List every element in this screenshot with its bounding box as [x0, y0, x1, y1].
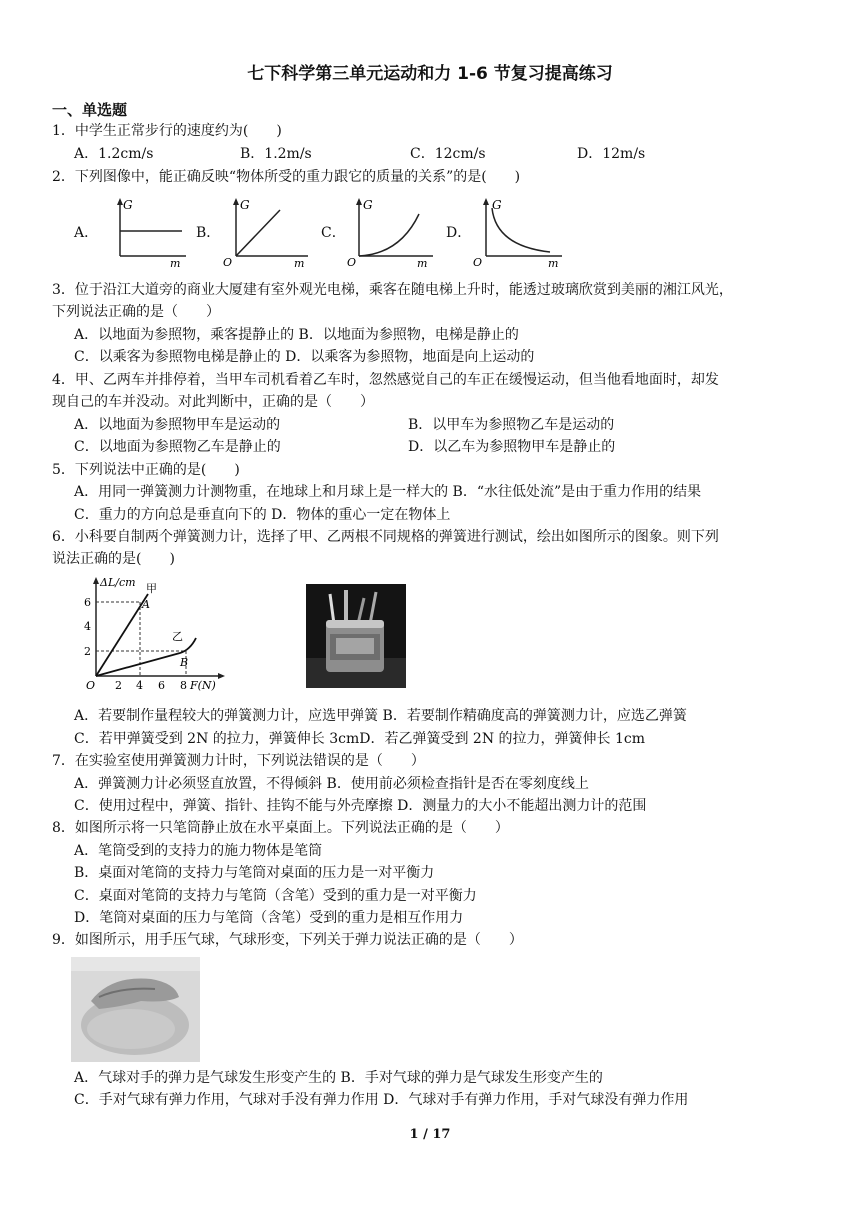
q6-options-line2: C．若甲弹簧受到 2N 的拉力，弹簧伸长 3cmD．若乙弹簧受到 2N 的拉力，弹簧伸长 1cm — [74, 731, 645, 747]
q7-options-line1: A．弹簧测力计必须竖直放置，不得倾斜 B．使用前必须检查指针是否在零刻度线上 — [74, 776, 589, 792]
q2-a-axis-y: G — [123, 198, 133, 212]
q4-option-c: C．以地面为参照物乙车是静止的 — [74, 439, 281, 455]
q6-options-line1: A．若要制作量程较大的弹簧测力计，应选甲弹簧 B．若要制作精确度高的弹簧测力计，应选乙弹簧 — [74, 708, 687, 724]
balloon-hand-photo — [71, 957, 200, 1062]
q4-option-b: B．以甲车为参照物乙车是运动的 — [408, 417, 615, 433]
q9-options-line2: C．手对气球有弹力作用，气球对手没有弹力作用 D．气球对手有弹力作用，手对气球没有弹力作用 — [74, 1092, 689, 1108]
q1-option-a: A．1.2cm/s — [74, 146, 154, 162]
q2-d-origin: O — [473, 256, 483, 268]
q4-option-d: D．以乙车为参照物甲车是静止的 — [408, 439, 616, 455]
q5-options-line1: A．用同一弹簧测力计测物重，在地球上和月球上是一样大的 B．“水往低处流”是由于重力作用的结果 — [74, 484, 702, 500]
q1-option-c: C．12cm/s — [410, 146, 486, 162]
q2-c-origin: O — [347, 256, 357, 268]
pen-holder-photo — [306, 584, 406, 688]
question-1-stem: 1．中学生正常步行的速度约为( ) — [52, 123, 282, 139]
q2-b-axis-x: m — [294, 257, 305, 268]
q8-option-d: D．笔筒对桌面的压力与笔筒（含笔）受到的重力是相互作用力 — [74, 910, 464, 926]
section-heading: 一、单选题 — [52, 101, 128, 119]
q2-graph-b — [220, 196, 310, 268]
q2-b-axis-y: G — [240, 198, 250, 212]
q2-graph-c — [345, 196, 435, 268]
q2-c-axis-y: G — [363, 198, 373, 212]
q4-option-a: A．以地面为参照物甲车是运动的 — [74, 417, 281, 433]
q2-graph-d — [470, 196, 565, 268]
q2-c-axis-x: m — [417, 257, 428, 268]
page-number: 1 / 17 — [409, 1127, 451, 1142]
q3-options-line2: C．以乘客为参照物电梯是静止的 D．以乘客为参照物，地面是向上运动的 — [74, 349, 535, 365]
q2-a-axis-x: m — [170, 257, 181, 268]
q2-d-axis-y: G — [492, 198, 502, 212]
q6-series-yi: 乙 — [172, 630, 183, 643]
question-6-stem-line2: 说法正确的是( ) — [52, 551, 175, 567]
q6-xtick-2: 2 — [115, 679, 122, 692]
q6-ytick-6: 6 — [84, 596, 91, 609]
q2-label-a: A． — [74, 225, 99, 241]
q1-option-d: D．12m/s — [577, 146, 646, 162]
question-4-stem-line1: 4．甲、乙两车并排停着，当甲车司机看着乙车时，忽然感觉自己的车正在缓慢运动，但当他看地面时，却发 — [52, 372, 719, 388]
q1-option-b: B．1.2m/s — [240, 146, 312, 162]
question-3-stem-line2: 下列说法正确的是（ ） — [52, 304, 220, 320]
question-5-stem: 5．下列说法中正确的是( ) — [52, 462, 240, 478]
q6-series-jia: 甲 — [146, 582, 157, 595]
q8-option-b: B．桌面对笔筒的支持力与笔筒对桌面的压力是一对平衡力 — [74, 865, 435, 881]
question-8-stem: 8．如图所示将一只笔筒静止放在水平桌面上。下列说法正确的是（ ） — [52, 820, 509, 836]
q8-option-a: A．笔筒受到的支持力的施力物体是笔筒 — [74, 843, 323, 859]
q6-xtick-4: 4 — [136, 679, 143, 692]
q2-label-d: D． — [446, 225, 472, 241]
q7-options-line2: C．使用过程中，弹簧、指针、挂钩不能与外壳摩擦 D．测量力的大小不能超出测力计的范围 — [74, 798, 647, 814]
question-4-stem-line2: 现自己的车并没动。对此判断中，正确的是（ ） — [52, 394, 374, 410]
q8-option-c: C．桌面对笔筒的支持力与笔筒（含笔）受到的重力是一对平衡力 — [74, 888, 477, 904]
q6-ytick-2: 2 — [84, 645, 91, 658]
q6-spring-graph — [80, 574, 230, 692]
q6-point-a: A — [142, 598, 150, 611]
question-7-stem: 7．在实验室使用弹簧测力计时，下列说法错误的是（ ） — [52, 753, 425, 769]
document-title: 七下科学第三单元运动和力 1-6 节复习提高练习 — [247, 64, 613, 84]
q2-graph-a — [108, 196, 188, 268]
question-3-stem-line1: 3．位于沿江大道旁的商业大厦建有室外观光电梯，乘客在随电梯上升时，能透过玻璃欣赏到美丽的湘江风光， — [52, 282, 733, 298]
question-6-stem-line1: 6．小科要自制两个弹簧测力计，选择了甲、乙两根不同规格的弹簧进行测试，绘出如图所示的图象。则下列 — [52, 529, 719, 545]
q9-options-line1: A．气球对手的弹力是气球发生形变产生的 B．手对气球的弹力是气球发生形变产生的 — [74, 1070, 603, 1086]
q2-label-b: B． — [196, 225, 221, 241]
q6-origin: O — [86, 679, 96, 692]
q5-options-line2: C．重力的方向总是垂直向下的 D．物体的重心一定在物体上 — [74, 507, 451, 523]
q2-d-axis-x: m — [548, 257, 559, 268]
q6-xtick-8: 8 — [180, 679, 187, 692]
q2-b-origin: O — [223, 256, 233, 268]
q6-xtick-6: 6 — [158, 679, 165, 692]
question-9-stem: 9．如图所示，用手压气球，气球形变，下列关于弹力说法正确的是（ ） — [52, 932, 523, 948]
q2-label-c: C． — [321, 225, 346, 241]
q6-graph-xlabel: F(N) — [190, 679, 216, 692]
q6-point-b: B — [180, 656, 189, 669]
q6-graph-ylabel: ΔL/cm — [100, 576, 136, 589]
question-2-stem: 2．下列图像中，能正确反映“物体所受的重力跟它的质量的关系”的是( ) — [52, 169, 521, 185]
q3-options-line1: A．以地面为参照物，乘客提静止的 B．以地面为参照物，电梯是静止的 — [74, 327, 519, 343]
q6-ytick-4: 4 — [84, 620, 91, 633]
